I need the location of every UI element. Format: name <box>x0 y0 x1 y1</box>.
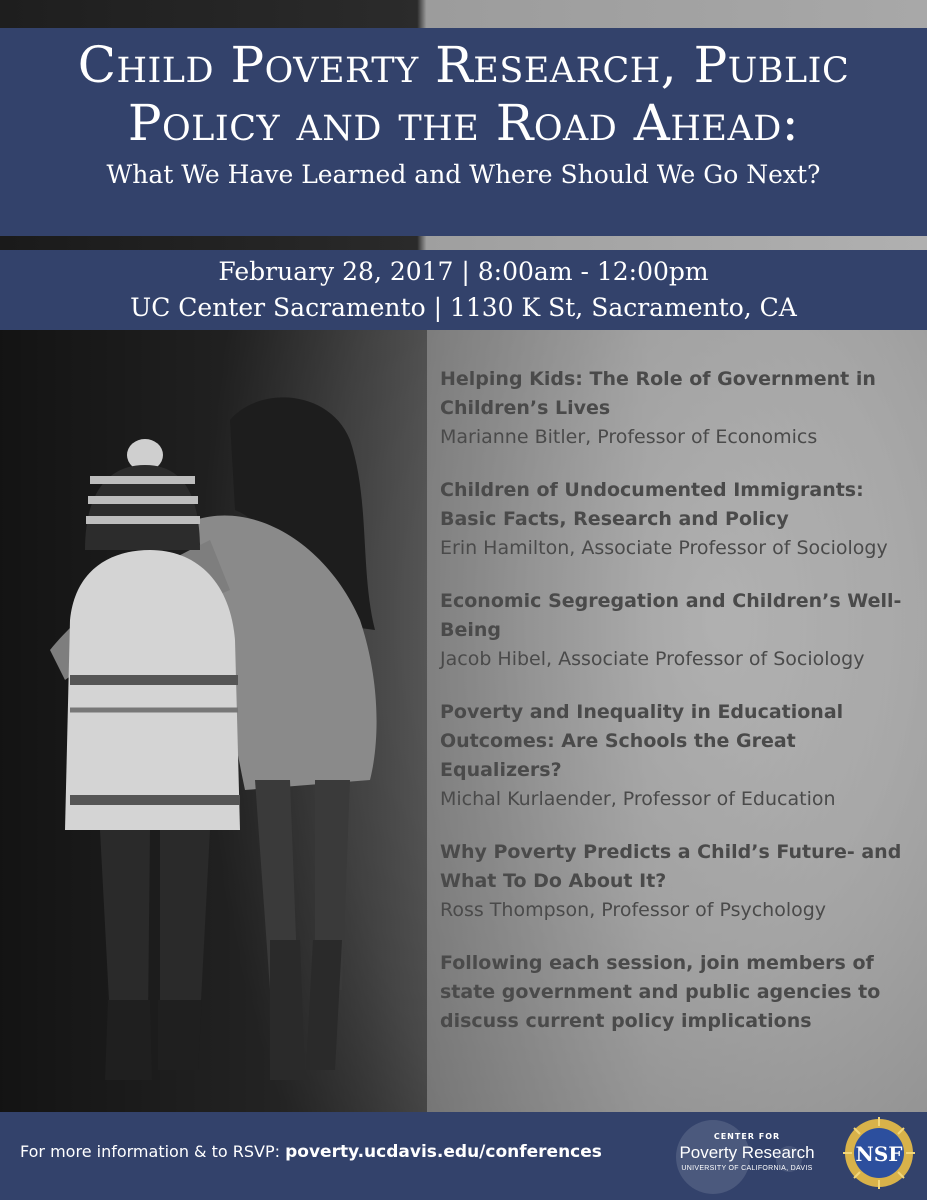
rsvp-link[interactable]: poverty.ucdavis.edu/conferences <box>285 1142 602 1162</box>
logo-university: UNIVERSITY OF CALIFORNIA, DAVIS <box>681 1165 813 1172</box>
children-walking-photo-icon <box>30 380 420 1110</box>
nsf-text: NSF <box>855 1142 903 1166</box>
logo-poverty-research: Poverty Research <box>679 1143 815 1162</box>
session-speaker: Marianne Bitler, Professor of Economics <box>440 426 818 448</box>
logo-center-for: CENTER FOR <box>713 1132 781 1141</box>
event-title-line1: Child Poverty Research, Public <box>77 36 850 94</box>
sessions-list <box>440 365 910 1036</box>
footer-band <box>0 1112 927 1200</box>
session-title: Economic Segregation and Children’s Well-Being <box>440 590 902 641</box>
session-item <box>440 838 910 925</box>
date-band <box>0 250 927 330</box>
session-speaker: Erin Hamilton, Associate Professor of Sociology <box>440 537 888 559</box>
nsf-logo-icon <box>842 1116 916 1190</box>
session-speaker: Jacob Hibel, Associate Professor of Sociology <box>440 648 865 670</box>
rsvp-line <box>20 1142 602 1162</box>
session-title: Poverty and Inequality in Educational Outcomes: Are Schools the Great Equalizers? <box>440 701 844 781</box>
photo-mid-strip <box>0 236 927 250</box>
rsvp-label: For more information & to RSVP: <box>20 1142 286 1161</box>
session-item <box>440 365 910 452</box>
title-band <box>0 28 927 236</box>
event-location: UC Center Sacramento | 1130 K St, Sacramento, CA <box>130 293 797 322</box>
session-item <box>440 476 910 563</box>
closing-note: Following each session, join members of state government and public agencies to discuss current policy implications <box>440 952 881 1032</box>
session-item <box>440 698 910 814</box>
event-subtitle: What We Have Learned and Where Should We Go Next? <box>106 160 821 189</box>
center-for-poverty-research-logo-icon <box>672 1118 822 1194</box>
session-title: Why Poverty Predicts a Child’s Future- and What To Do About It? <box>440 841 902 892</box>
photo-top-strip <box>0 0 927 28</box>
event-title-line2: Policy and the Road Ahead: <box>127 94 800 152</box>
session-speaker: Michal Kurlaender, Professor of Education <box>440 788 836 810</box>
event-date-time: February 28, 2017 | 8:00am - 12:00pm <box>218 257 709 286</box>
session-title: Helping Kids: The Role of Government in Children’s Lives <box>440 368 876 419</box>
session-title: Children of Undocumented Immigrants: Basic Facts, Research and Policy <box>440 479 864 530</box>
session-speaker: Ross Thompson, Professor of Psychology <box>440 899 827 921</box>
session-item <box>440 587 910 674</box>
